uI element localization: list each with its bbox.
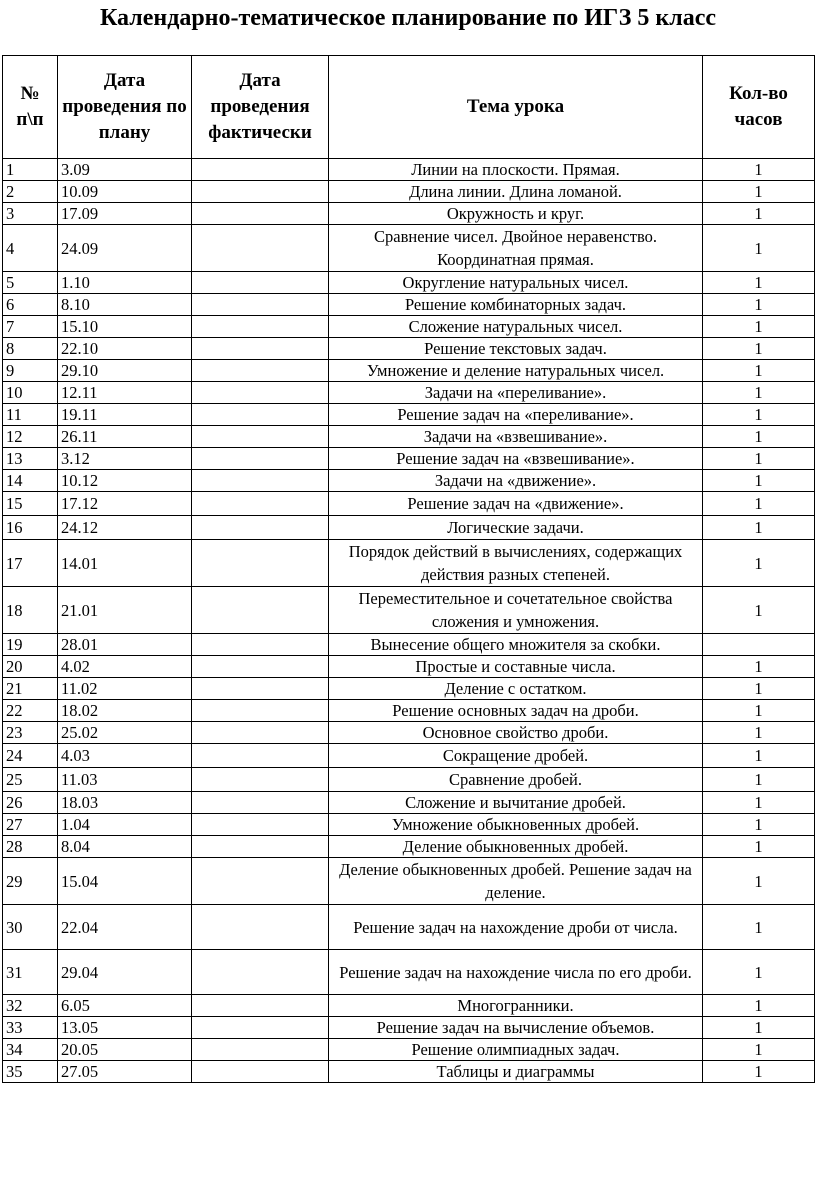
cell-hours: 1 [703, 995, 815, 1017]
cell-plan-date: 17.12 [58, 492, 192, 516]
cell-num: 17 [3, 540, 58, 587]
cell-fact-date [192, 700, 329, 722]
cell-topic: Деление обыкновенных дробей. Решение задач на деление. [329, 858, 703, 905]
table-row [3, 678, 815, 700]
cell-fact-date [192, 905, 329, 950]
cell-fact-date [192, 382, 329, 404]
cell-topic: Решение задач на нахождение числа по его дроби. [329, 950, 703, 995]
cell-num: 26 [3, 792, 58, 814]
cell-hours: 1 [703, 678, 815, 700]
cell-topic: Решение задач на «движение». [329, 492, 703, 516]
table-row [3, 768, 815, 792]
cell-hours: 1 [703, 1061, 815, 1083]
cell-fact-date [192, 159, 329, 181]
cell-topic: Решение задач на нахождение дроби от числа. [329, 905, 703, 950]
table-row [3, 722, 815, 744]
cell-fact-date [192, 272, 329, 294]
cell-num: 35 [3, 1061, 58, 1083]
cell-plan-date: 18.03 [58, 792, 192, 814]
cell-topic: Задачи на «движение». [329, 470, 703, 492]
cell-num: 7 [3, 316, 58, 338]
cell-num: 34 [3, 1039, 58, 1061]
cell-hours: 1 [703, 316, 815, 338]
cell-fact-date [192, 858, 329, 905]
cell-topic: Таблицы и диаграммы [329, 1061, 703, 1083]
cell-plan-date: 24.12 [58, 516, 192, 540]
cell-num: 25 [3, 768, 58, 792]
cell-num: 29 [3, 858, 58, 905]
cell-plan-date: 22.04 [58, 905, 192, 950]
cell-plan-date: 22.10 [58, 338, 192, 360]
cell-hours: 1 [703, 836, 815, 858]
table-row [3, 404, 815, 426]
cell-hours: 1 [703, 814, 815, 836]
cell-topic: Решение олимпиадных задач. [329, 1039, 703, 1061]
cell-num: 32 [3, 995, 58, 1017]
cell-hours: 1 [703, 516, 815, 540]
cell-num: 15 [3, 492, 58, 516]
cell-plan-date: 24.09 [58, 225, 192, 272]
cell-fact-date [192, 492, 329, 516]
cell-hours: 1 [703, 294, 815, 316]
cell-hours: 1 [703, 1017, 815, 1039]
cell-hours: 1 [703, 950, 815, 995]
cell-hours: 1 [703, 905, 815, 950]
cell-topic: Линии на плоскости. Прямая. [329, 159, 703, 181]
cell-fact-date [192, 1061, 329, 1083]
header-fact-date: Дата проведения фактически [192, 56, 329, 159]
cell-hours: 1 [703, 181, 815, 203]
table-row [3, 382, 815, 404]
cell-hours: 1 [703, 272, 815, 294]
cell-topic: Решение задач на «взвешивание». [329, 448, 703, 470]
cell-topic: Сокращение дробей. [329, 744, 703, 768]
lesson-plan-table [2, 55, 815, 1083]
cell-hours: 1 [703, 203, 815, 225]
cell-fact-date [192, 404, 329, 426]
table-row [3, 272, 815, 294]
cell-fact-date [192, 634, 329, 656]
cell-plan-date: 8.04 [58, 836, 192, 858]
cell-fact-date [192, 836, 329, 858]
table-row [3, 516, 815, 540]
cell-num: 31 [3, 950, 58, 995]
cell-plan-date: 13.05 [58, 1017, 192, 1039]
table-row [3, 316, 815, 338]
table-row [3, 426, 815, 448]
cell-hours: 1 [703, 360, 815, 382]
cell-hours: 1 [703, 382, 815, 404]
cell-plan-date: 21.01 [58, 587, 192, 634]
cell-topic: Сложение и вычитание дробей. [329, 792, 703, 814]
table-row [3, 995, 815, 1017]
cell-topic: Логические задачи. [329, 516, 703, 540]
cell-topic: Решение текстовых задач. [329, 338, 703, 360]
cell-topic: Округление натуральных чисел. [329, 272, 703, 294]
table-row [3, 159, 815, 181]
cell-plan-date: 1.04 [58, 814, 192, 836]
cell-fact-date [192, 540, 329, 587]
table-row [3, 470, 815, 492]
cell-hours: 1 [703, 1039, 815, 1061]
cell-plan-date: 1.10 [58, 272, 192, 294]
cell-plan-date: 4.02 [58, 656, 192, 678]
cell-plan-date: 20.05 [58, 1039, 192, 1061]
cell-topic: Решение комбинаторных задач. [329, 294, 703, 316]
cell-topic: Решение задач на «переливание». [329, 404, 703, 426]
cell-hours: 1 [703, 700, 815, 722]
cell-hours: 1 [703, 768, 815, 792]
table-row [3, 656, 815, 678]
cell-hours: 1 [703, 744, 815, 768]
cell-num: 6 [3, 294, 58, 316]
cell-topic: Порядок действий в вычислениях, содержащих действия разных степеней. [329, 540, 703, 587]
table-row [3, 634, 815, 656]
cell-topic: Умножение и деление натуральных чисел. [329, 360, 703, 382]
cell-num: 22 [3, 700, 58, 722]
table-row [3, 203, 815, 225]
cell-num: 23 [3, 722, 58, 744]
cell-num: 8 [3, 338, 58, 360]
cell-num: 27 [3, 814, 58, 836]
header-topic: Тема урока [329, 56, 703, 159]
cell-plan-date: 14.01 [58, 540, 192, 587]
cell-num: 18 [3, 587, 58, 634]
cell-topic: Сложение натуральных чисел. [329, 316, 703, 338]
cell-fact-date [192, 1017, 329, 1039]
cell-plan-date: 28.01 [58, 634, 192, 656]
cell-topic: Умножение обыкновенных дробей. [329, 814, 703, 836]
cell-num: 16 [3, 516, 58, 540]
cell-hours: 1 [703, 492, 815, 516]
cell-fact-date [192, 678, 329, 700]
table-row [3, 448, 815, 470]
table-row [3, 1017, 815, 1039]
cell-plan-date: 17.09 [58, 203, 192, 225]
cell-fact-date [192, 744, 329, 768]
cell-plan-date: 15.04 [58, 858, 192, 905]
cell-fact-date [192, 950, 329, 995]
table-row [3, 338, 815, 360]
table-row [3, 492, 815, 516]
cell-plan-date: 26.11 [58, 426, 192, 448]
cell-num: 3 [3, 203, 58, 225]
table-row [3, 836, 815, 858]
table-row [3, 814, 815, 836]
cell-num: 20 [3, 656, 58, 678]
cell-num: 24 [3, 744, 58, 768]
header-hours: Кол-во часов [703, 56, 815, 159]
cell-plan-date: 10.12 [58, 470, 192, 492]
cell-fact-date [192, 995, 329, 1017]
table-row [3, 744, 815, 768]
cell-topic: Окружность и круг. [329, 203, 703, 225]
cell-num: 21 [3, 678, 58, 700]
cell-hours: 1 [703, 470, 815, 492]
cell-num: 30 [3, 905, 58, 950]
cell-plan-date: 29.04 [58, 950, 192, 995]
cell-hours: 1 [703, 540, 815, 587]
table-body [3, 159, 815, 1083]
cell-num: 5 [3, 272, 58, 294]
cell-fact-date [192, 360, 329, 382]
cell-plan-date: 29.10 [58, 360, 192, 382]
cell-hours: 1 [703, 225, 815, 272]
cell-plan-date: 10.09 [58, 181, 192, 203]
cell-fact-date [192, 656, 329, 678]
table-row [3, 905, 815, 950]
cell-hours: 1 [703, 448, 815, 470]
cell-plan-date: 18.02 [58, 700, 192, 722]
cell-fact-date [192, 1039, 329, 1061]
cell-hours: 1 [703, 656, 815, 678]
table-row [3, 540, 815, 587]
cell-topic: Переместительное и сочетательное свойства сложения и умножения. [329, 587, 703, 634]
cell-fact-date [192, 722, 329, 744]
cell-hours: 1 [703, 404, 815, 426]
cell-hours: 1 [703, 858, 815, 905]
page-title: Календарно-тематическое планирование по ИГЗ 5 класс [99, 5, 717, 31]
cell-topic: Задачи на «взвешивание». [329, 426, 703, 448]
cell-num: 1 [3, 159, 58, 181]
cell-topic: Деление обыкновенных дробей. [329, 836, 703, 858]
cell-num: 4 [3, 225, 58, 272]
cell-topic: Деление с остатком. [329, 678, 703, 700]
cell-num: 2 [3, 181, 58, 203]
cell-fact-date [192, 203, 329, 225]
cell-topic: Основное свойство дроби. [329, 722, 703, 744]
cell-num: 10 [3, 382, 58, 404]
cell-fact-date [192, 814, 329, 836]
header-plan-date: Дата проведения по плану [58, 56, 192, 159]
cell-num: 9 [3, 360, 58, 382]
cell-topic: Решение задач на вычисление объемов. [329, 1017, 703, 1039]
cell-fact-date [192, 792, 329, 814]
table-row [3, 792, 815, 814]
table-row [3, 181, 815, 203]
table-row [3, 950, 815, 995]
table-row [3, 858, 815, 905]
table-row [3, 225, 815, 272]
cell-topic: Вынесение общего множителя за скобки. [329, 634, 703, 656]
cell-num: 14 [3, 470, 58, 492]
cell-fact-date [192, 516, 329, 540]
cell-fact-date [192, 768, 329, 792]
cell-plan-date: 6.05 [58, 995, 192, 1017]
cell-topic: Длина линии. Длина ломаной. [329, 181, 703, 203]
cell-plan-date: 25.02 [58, 722, 192, 744]
cell-topic: Решение основных задач на дроби. [329, 700, 703, 722]
cell-fact-date [192, 225, 329, 272]
cell-num: 12 [3, 426, 58, 448]
table-row [3, 587, 815, 634]
cell-plan-date: 11.02 [58, 678, 192, 700]
cell-hours: 1 [703, 792, 815, 814]
cell-fact-date [192, 316, 329, 338]
cell-plan-date: 8.10 [58, 294, 192, 316]
table-row [3, 360, 815, 382]
cell-plan-date: 15.10 [58, 316, 192, 338]
cell-plan-date: 12.11 [58, 382, 192, 404]
cell-hours: 1 [703, 338, 815, 360]
cell-fact-date [192, 338, 329, 360]
cell-fact-date [192, 181, 329, 203]
cell-num: 33 [3, 1017, 58, 1039]
cell-fact-date [192, 587, 329, 634]
table-row [3, 700, 815, 722]
cell-hours: 1 [703, 159, 815, 181]
cell-plan-date: 19.11 [58, 404, 192, 426]
cell-fact-date [192, 448, 329, 470]
cell-num: 19 [3, 634, 58, 656]
cell-plan-date: 11.03 [58, 768, 192, 792]
table-row [3, 1061, 815, 1083]
cell-plan-date: 4.03 [58, 744, 192, 768]
cell-num: 28 [3, 836, 58, 858]
cell-topic: Задачи на «переливание». [329, 382, 703, 404]
cell-fact-date [192, 470, 329, 492]
cell-hours: 1 [703, 426, 815, 448]
cell-plan-date: 27.05 [58, 1061, 192, 1083]
cell-fact-date [192, 426, 329, 448]
cell-hours [703, 634, 815, 656]
cell-topic: Многогранники. [329, 995, 703, 1017]
cell-topic: Сравнение дробей. [329, 768, 703, 792]
cell-topic: Простые и составные числа. [329, 656, 703, 678]
cell-num: 11 [3, 404, 58, 426]
table-header-row [3, 56, 815, 159]
header-num: № п\п [3, 56, 58, 159]
cell-num: 13 [3, 448, 58, 470]
cell-hours: 1 [703, 722, 815, 744]
table-row [3, 294, 815, 316]
cell-topic: Сравнение чисел. Двойное неравенство. Координатная прямая. [329, 225, 703, 272]
cell-plan-date: 3.12 [58, 448, 192, 470]
cell-fact-date [192, 294, 329, 316]
table-row [3, 1039, 815, 1061]
cell-plan-date: 3.09 [58, 159, 192, 181]
cell-hours: 1 [703, 587, 815, 634]
